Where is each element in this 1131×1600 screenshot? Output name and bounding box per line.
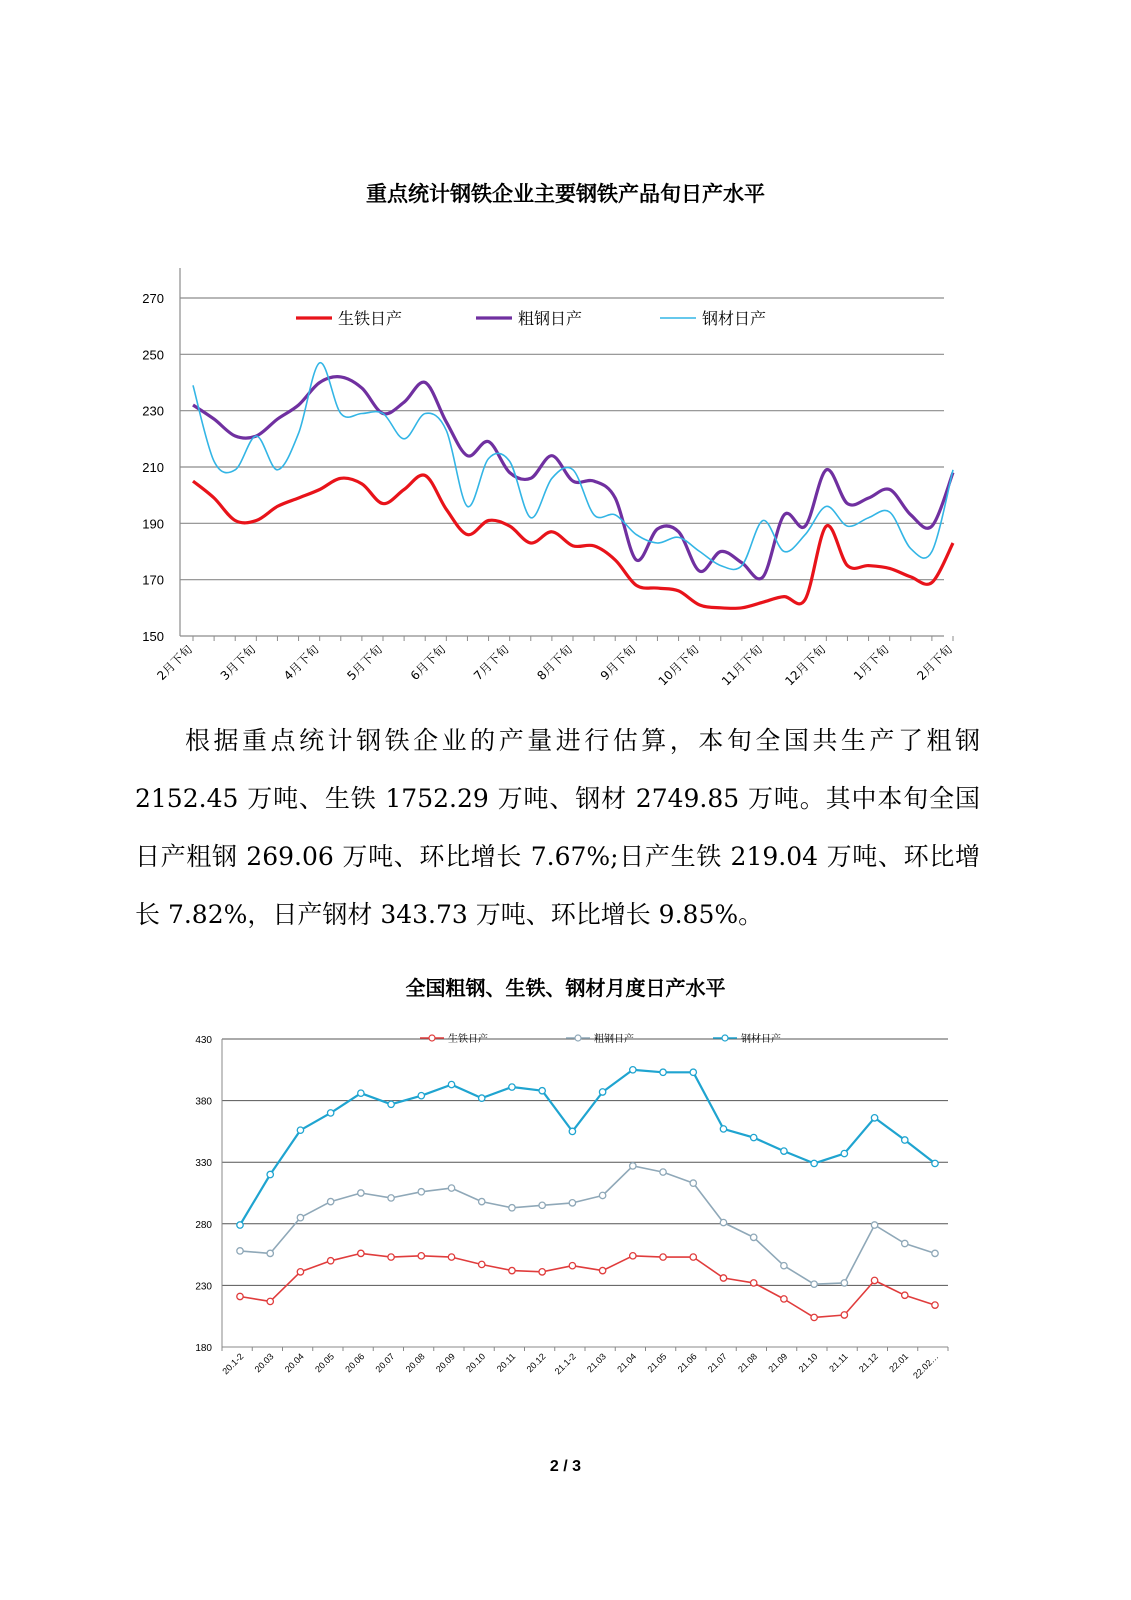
x-tick-label: 20.04 — [282, 1351, 306, 1375]
data-point — [720, 1126, 726, 1132]
data-point — [297, 1269, 303, 1275]
data-point — [630, 1253, 636, 1259]
legend-marker — [429, 1035, 435, 1041]
x-tick-label: 20.03 — [252, 1351, 276, 1375]
series-line-0 — [193, 475, 953, 608]
data-point — [327, 1258, 333, 1264]
y-tick-label: 170 — [142, 572, 164, 588]
data-point — [327, 1198, 333, 1204]
legend-label: 钢材日产 — [702, 309, 767, 328]
page-number: 2 / 3 — [549, 1458, 582, 1475]
x-tick-label: 21.09 — [766, 1351, 790, 1375]
data-point — [871, 1115, 877, 1121]
data-point — [750, 1280, 756, 1286]
data-point — [811, 1160, 817, 1166]
legend-marker — [575, 1035, 581, 1041]
data-point — [720, 1219, 726, 1225]
x-tick-label: 20.10 — [464, 1351, 488, 1375]
x-tick-label: 21.11 — [827, 1351, 850, 1374]
data-point — [720, 1275, 726, 1281]
x-tick-label: 21.07 — [705, 1351, 729, 1375]
legend-marker — [722, 1035, 728, 1041]
data-point — [660, 1069, 666, 1075]
data-point — [781, 1148, 787, 1154]
x-tick-label: 4月下旬 — [281, 642, 322, 683]
y-tick-label: 230 — [195, 1281, 212, 1293]
x-tick-label: 3月下旬 — [217, 642, 259, 683]
data-point — [841, 1312, 847, 1318]
x-tick-label: 20.12 — [524, 1351, 548, 1375]
data-point — [811, 1281, 817, 1287]
x-tick-label: 6月下旬 — [407, 642, 449, 683]
data-point — [479, 1261, 485, 1267]
data-point — [509, 1267, 515, 1273]
x-tick-label: 21.04 — [615, 1351, 639, 1375]
x-tick-label: 20.08 — [403, 1351, 427, 1375]
chart2-title: 全国粗钢、生铁、钢材月度日产水平 — [405, 976, 726, 1000]
y-tick-label: 280 — [195, 1219, 212, 1231]
data-point — [660, 1169, 666, 1175]
data-point — [599, 1267, 605, 1273]
data-point — [750, 1134, 756, 1140]
data-point — [841, 1280, 847, 1286]
body-paragraph — [135, 712, 980, 944]
data-point — [509, 1205, 515, 1211]
x-tick-label: 22.02… — [911, 1351, 941, 1381]
data-point — [871, 1222, 877, 1228]
data-point — [539, 1269, 545, 1275]
data-point — [327, 1110, 333, 1116]
x-tick-label: 20.05 — [313, 1351, 337, 1375]
x-tick-label: 10月下旬 — [655, 642, 702, 689]
data-point — [509, 1084, 515, 1090]
data-point — [358, 1190, 364, 1196]
y-tick-label: 380 — [195, 1096, 212, 1108]
data-point — [479, 1095, 485, 1101]
data-point — [267, 1298, 273, 1304]
data-point — [932, 1160, 938, 1166]
x-tick-label: 2月下旬 — [154, 642, 196, 683]
legend-label: 粗钢日产 — [518, 309, 583, 328]
data-point — [418, 1092, 424, 1098]
data-point — [388, 1101, 394, 1107]
x-tick-label: 21.05 — [645, 1351, 669, 1375]
y-tick-label: 180 — [195, 1343, 212, 1354]
y-tick-label: 210 — [142, 460, 164, 475]
x-tick-label: 20.07 — [373, 1351, 397, 1375]
x-tick-label: 21.10 — [796, 1351, 820, 1375]
chart1-title: 重点统计钢铁企业主要钢铁产品旬日产水平 — [366, 182, 765, 206]
x-tick-label: 20.06 — [343, 1351, 367, 1375]
x-tick-label: 9月下旬 — [597, 642, 639, 683]
data-point — [569, 1200, 575, 1206]
data-point — [418, 1189, 424, 1195]
x-tick-label: 22.01 — [887, 1351, 911, 1375]
data-point — [448, 1185, 454, 1191]
legend-label: 生铁日产 — [448, 1034, 488, 1045]
x-tick-label: 7月下旬 — [471, 642, 512, 683]
data-point — [690, 1069, 696, 1075]
legend-label: 粗钢日产 — [594, 1034, 634, 1045]
x-tick-label: 21.03 — [585, 1351, 609, 1375]
data-point — [630, 1163, 636, 1169]
data-point — [569, 1262, 575, 1268]
data-point — [781, 1262, 787, 1268]
ten-day-output-chart — [0, 0, 1131, 700]
series-line-0 — [240, 1253, 935, 1317]
data-point — [902, 1137, 908, 1143]
data-point — [690, 1180, 696, 1186]
data-point — [297, 1214, 303, 1220]
x-tick-label: 2月下旬 — [914, 642, 956, 683]
x-tick-label: 5月下旬 — [344, 642, 386, 683]
data-point — [267, 1171, 273, 1177]
x-tick-label: 12月下旬 — [782, 642, 829, 689]
y-tick-label: 270 — [142, 291, 164, 306]
x-tick-label: 11月下旬 — [718, 642, 766, 689]
x-tick-label: 20.09 — [433, 1351, 457, 1375]
x-tick-label: 21.08 — [736, 1351, 760, 1375]
data-point — [902, 1292, 908, 1298]
data-point — [599, 1089, 605, 1095]
data-point — [599, 1192, 605, 1198]
data-point — [237, 1293, 243, 1299]
data-point — [811, 1314, 817, 1320]
data-point — [750, 1234, 756, 1240]
data-point — [539, 1088, 545, 1094]
data-point — [781, 1296, 787, 1302]
legend-label: 生铁日产 — [338, 309, 403, 328]
x-tick-label: 21.1-2 — [552, 1351, 578, 1377]
legend-label: 钢材日产 — [741, 1034, 781, 1045]
data-point — [902, 1240, 908, 1246]
data-point — [297, 1127, 303, 1133]
x-tick-label: 8月下旬 — [534, 642, 576, 683]
data-point — [358, 1090, 364, 1096]
paragraph-text: 根据重点统计钢铁企业的产量进行估算，本旬全国共生产了粗钢 2152.45 万吨、生铁 1752.29 万吨、钢材 2749.85 万吨。其中本旬全国日产粗钢 269.06 万吨、环比增长 7.67%;日产生铁 219.04 万吨、环比增长 7.82%，日产钢材 343.73 万吨、环比增长 9.85%。 — [135, 726, 980, 929]
data-point — [841, 1150, 847, 1156]
y-tick-label: 430 — [195, 1035, 212, 1046]
y-tick-label: 190 — [142, 516, 164, 532]
data-point — [690, 1254, 696, 1260]
data-point — [539, 1202, 545, 1208]
data-point — [569, 1128, 575, 1134]
data-point — [932, 1302, 938, 1308]
y-tick-label: 250 — [142, 347, 164, 363]
series-line-2 — [240, 1070, 935, 1225]
data-point — [237, 1222, 243, 1228]
y-tick-label: 230 — [142, 403, 164, 419]
x-tick-label: 20.1-2 — [220, 1351, 246, 1377]
data-point — [418, 1253, 424, 1259]
series-line-1 — [240, 1166, 935, 1284]
data-point — [871, 1277, 877, 1283]
y-tick-label: 330 — [195, 1158, 212, 1170]
data-point — [630, 1067, 636, 1073]
data-point — [660, 1254, 666, 1260]
data-point — [237, 1248, 243, 1254]
data-point — [448, 1081, 454, 1087]
data-point — [267, 1250, 273, 1256]
x-tick-label: 21.06 — [675, 1351, 699, 1375]
data-point — [932, 1250, 938, 1256]
data-point — [388, 1195, 394, 1201]
data-point — [479, 1198, 485, 1204]
x-tick-label: 1月下旬 — [851, 642, 892, 683]
x-tick-label: 20.11 — [494, 1351, 518, 1374]
data-point — [448, 1254, 454, 1260]
y-tick-label: 150 — [142, 629, 164, 644]
data-point — [388, 1254, 394, 1260]
x-tick-label: 21.12 — [856, 1351, 880, 1375]
data-point — [358, 1250, 364, 1256]
